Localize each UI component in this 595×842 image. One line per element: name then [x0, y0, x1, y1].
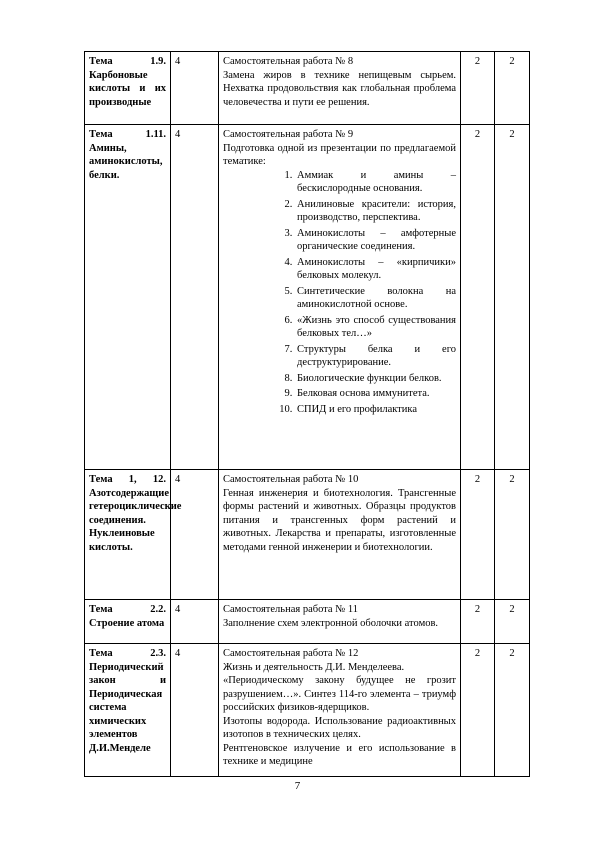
level-cell: 2	[461, 600, 495, 644]
list-item: 1. Аммиак и амины – бескислородные основания.	[295, 169, 456, 196]
work-text: Подготовка одной из презентации по предлагаемой тематике:	[223, 142, 456, 167]
topic-cell: Тема 1, 12. Азотсодержащие гетероциклические соединения. Нуклеиновые кислоты.	[85, 470, 171, 600]
list-item: 9. Белковая основа иммунитета.	[295, 387, 456, 401]
description-cell	[219, 52, 461, 125]
work-title: Самостоятельная работа № 11	[223, 604, 358, 615]
table-row	[85, 52, 530, 125]
work-text: Замена жиров в технике непищевым сырьем. Нехватка продовольствия как глобальная проблема человечества и пути ее решения.	[223, 69, 456, 108]
table-row	[85, 470, 530, 600]
hours-cell: 4	[171, 644, 219, 777]
work-text: Жизнь и деятельность Д.И. Менделеева. «Периодическому закону будущее не грозит разрушением…». Синтез 114-го элемента – триумф российских физиков-ядерщиков. Изотопы водорода. Использование радиоактивных изотопов в технических целях. Рентгеновское излучение и его использование в технике и медицине	[223, 661, 456, 767]
level-cell: 2	[495, 644, 530, 777]
table-row	[85, 125, 530, 470]
topic-cell: Тема 2.2. Строение атома	[85, 600, 171, 644]
work-title: Самостоятельная работа № 8	[223, 56, 354, 67]
level-cell: 2	[495, 52, 530, 125]
hours-cell: 4	[171, 52, 219, 125]
list-item: 7. Структуры белка и его деструктурирование.	[295, 343, 456, 370]
hours-cell: 4	[171, 600, 219, 644]
list-item: 2. Анилиновые красители: история, производство, перспектива.	[295, 198, 456, 225]
page-number: 7	[294, 780, 301, 792]
level-cell: 2	[495, 470, 530, 600]
description-cell	[219, 644, 461, 777]
description-cell	[219, 600, 461, 644]
list-item: 3. Аминокислоты – амфотерные органические соединения.	[295, 227, 456, 254]
work-title: Самостоятельная работа № 12	[223, 648, 359, 659]
level-cell: 2	[461, 52, 495, 125]
list-item: 5. Синтетические волокна на аминокислотной основе.	[295, 285, 456, 312]
table-row	[85, 600, 530, 644]
level-cell: 2	[461, 125, 495, 470]
topic-list	[223, 169, 456, 417]
topic-cell: Тема 1.11. Амины, аминокислоты, белки.	[85, 125, 171, 470]
work-text: Заполнение схем электронной оболочки атомов.	[223, 617, 439, 629]
list-item: 10. СПИД и его профилактика	[295, 403, 456, 417]
description-cell	[219, 470, 461, 600]
content-table	[84, 51, 530, 777]
work-text: Генная инженерия и биотехнология. Трансгенные формы растений и животных. Образцы продуктов питания и трансгенных форм растений и животных. Лекарства и препараты, изготовленные методами генной инженерии и биотехнологии.	[223, 487, 456, 553]
level-cell: 2	[461, 644, 495, 777]
topic-cell: Тема 2.3. Периодический закон и Периодическая система химических элементов Д.И.Менделе	[85, 644, 171, 777]
list-item: 8. Биологические функции белков.	[295, 372, 456, 386]
level-cell: 2	[461, 470, 495, 600]
work-title: Самостоятельная работа № 10	[223, 474, 359, 485]
hours-cell: 4	[171, 470, 219, 600]
list-item: 6. «Жизнь это способ существования белковых тел…»	[295, 314, 456, 341]
level-cell: 2	[495, 125, 530, 470]
level-cell: 2	[495, 600, 530, 644]
hours-cell: 4	[171, 125, 219, 470]
list-item: 4. Аминокислоты – «кирпичики» белковых молекул.	[295, 256, 456, 283]
topic-cell: Тема 1.9. Карбоновые кислоты и их производные	[85, 52, 171, 125]
description-cell	[219, 125, 461, 470]
work-title: Самостоятельная работа № 9	[223, 129, 354, 140]
table-row	[85, 644, 530, 777]
